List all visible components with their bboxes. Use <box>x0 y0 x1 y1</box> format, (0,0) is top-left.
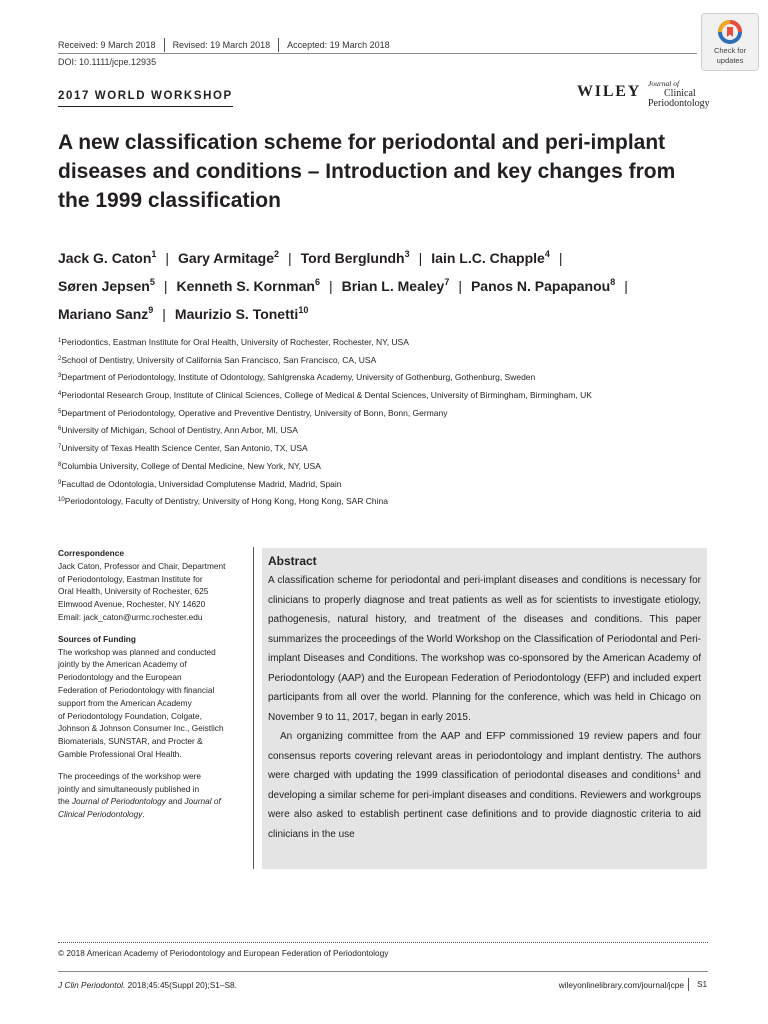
author-affiliation-number: 6 <box>314 277 320 287</box>
affiliation-item <box>58 369 592 387</box>
correspondence-heading: Correspondence <box>58 548 124 558</box>
funding-line: of Periodontology Foundation, Colgate, <box>58 710 202 721</box>
author-name[interactable]: Maurizio S. Tonetti <box>174 306 299 322</box>
funding-line: Gamble Professional Oral Health. <box>58 748 182 759</box>
column-divider <box>253 547 254 869</box>
affiliation-text: School of Dentistry, University of California San Francisco, San Francisco, CA, USA <box>61 354 377 365</box>
author-name[interactable]: Søren Jepsen <box>58 278 150 294</box>
article-title: A new classification scheme for periodontal and peri-implant diseases and conditions – Introduction and key changes from the 1999 classification <box>58 131 676 212</box>
header-rule <box>58 53 697 54</box>
sidebar-notes <box>58 547 244 821</box>
author-affiliation-number: 4 <box>544 249 550 259</box>
abstract-paragraph: A classification scheme for periodontal and peri-implant diseases and conditions is necessary for clinicians to properly diagnose and treat patients as well as for scientists to investigate etiology, pathogenesis, natural history, and treatment of the diseases and conditions. This paper summarizes the proceedings of the World Workshop on the Classification of Periodontal and Peri-implant Diseases and Conditions. The workshop was co-sponsored by the American Academy of Periodontology (AAP) and the European Federation of Periodontology (EFP) and included expert participants from all over the world. Planning for the conference, which was held in Chicago on November 9 to 11, 2017, began in early 2015. <box>268 575 701 723</box>
funding-line: Federation of Periodontology with financial <box>58 684 215 695</box>
revised-date: Revised: 19 March 2018 <box>164 38 279 52</box>
author-separator: | <box>558 250 563 266</box>
journal-logo-line3: Periodontology <box>648 98 710 109</box>
funding-line: Johnson & Johnson Consumer Inc., Geistlich <box>58 723 224 734</box>
author-affiliation-number: 2 <box>274 249 280 259</box>
proceedings-text: the <box>58 796 72 807</box>
abstract-heading: Abstract <box>268 554 317 568</box>
abstract-box <box>262 548 707 869</box>
funding-line: The workshop was planned and conducted <box>58 646 216 657</box>
affiliation-number: 1 <box>58 338 62 344</box>
author-name[interactable]: Brian L. Mealey <box>341 278 445 294</box>
check-for-updates-button[interactable] <box>701 13 759 71</box>
affiliation-item <box>58 440 592 458</box>
abstract-text: An organizing committee from the AAP and EFP commissioned 19 review papers and four consensus reports covering relevant areas in periodontology and implant dentistry. The authors were charged with updating the 1999 classification of periodontal diseases and conditions <box>268 731 701 781</box>
page-number: S1 <box>688 978 707 991</box>
author-affiliation-number: 10 <box>298 305 309 315</box>
correspondence-line: Jack Caton, Professor and Chair, Department <box>58 560 226 571</box>
author-separator: | <box>288 250 292 266</box>
journal-name: Journal of Periodontology <box>71 796 166 807</box>
affiliation-item <box>58 405 592 423</box>
affiliation-item <box>58 493 592 511</box>
received-date: Received: 9 March 2018 <box>58 40 156 50</box>
publisher-logo: WILEY <box>577 83 642 100</box>
affiliation-number: 6 <box>58 426 62 433</box>
author-separator: | <box>162 306 166 322</box>
footer-rule <box>58 971 708 972</box>
proceedings-line <box>58 795 244 808</box>
reference-citation[interactable]: 1 <box>676 769 681 776</box>
proceedings-text: and <box>165 796 185 807</box>
affiliation-text: University of Texas Health Science Center, San Antonio, TX, USA <box>61 443 308 454</box>
affiliation-text: University of Michigan, School of Dentistry, Ann Arbor, MI, USA <box>61 425 298 436</box>
author-list <box>58 244 708 328</box>
author-separator: | <box>163 278 168 294</box>
affiliation-number: 8 <box>58 461 62 468</box>
affiliation-item <box>58 476 592 494</box>
affiliation-number: 7 <box>58 444 62 451</box>
citation-journal: J Clin Periodontol. <box>58 980 126 990</box>
affiliation-item <box>58 458 592 476</box>
author-line <box>58 272 708 300</box>
funding-line: Periodontology and the European <box>58 672 182 683</box>
author-separator: | <box>165 250 170 266</box>
journal-logo <box>648 79 710 109</box>
correspondence-line: Oral Health, University of Rochester, 625 <box>58 586 209 597</box>
copyright-notice: © 2018 American Academy of Periodontology and European Federation of Periodontology <box>58 948 389 958</box>
funding-line: support from the American Academy <box>58 697 192 708</box>
author-affiliation-number: 5 <box>149 277 155 287</box>
correspondence-line: of Periodontology, Eastman Institute for <box>58 573 203 584</box>
author-name[interactable]: Tord Berglundh <box>300 250 405 266</box>
correspondence-email[interactable]: Email: jack_caton@urmc.rochester.edu <box>58 611 203 622</box>
affiliation-number: 10 <box>58 497 65 504</box>
affiliation-text: Columbia University, College of Dental Medicine, New York, NY, USA <box>61 460 321 471</box>
accepted-date: Accepted: 19 March 2018 <box>278 38 398 52</box>
affiliation-number: 2 <box>58 355 62 362</box>
abstract-text: and developing a similar scheme for peri-implant diseases and conditions. Reviewers and workgroups were also asked to establish pertinent case definitions and to provide diagnostic criteria to aid clinicians in the use <box>268 770 701 840</box>
citation-details: 2018;45:45(Suppl 20);S1–S8. <box>125 980 237 990</box>
affiliation-text: Periodontal Research Group, Institute of Clinical Sciences, College of Medical & Dental Sciences, University of Birmingham, Birmingham, UK <box>61 390 592 401</box>
author-separator: | <box>328 278 333 294</box>
proceedings-line: The proceedings of the workshop were <box>58 770 201 781</box>
check-for-updates-icon <box>717 19 743 45</box>
author-separator: | <box>458 278 462 294</box>
section-label: 2017 WORLD WORKSHOP <box>58 90 233 107</box>
author-line <box>58 300 708 328</box>
affiliation-text: Periodontology, Faculty of Dentistry, University of Hong Kong, Hong Kong, SAR China <box>64 496 389 507</box>
affiliation-item <box>58 352 592 370</box>
affiliation-number: 5 <box>58 408 62 415</box>
funding-line: Biomaterials, SUNSTAR, and Procter & <box>58 736 203 747</box>
proceedings-line <box>58 808 244 821</box>
author-separator: | <box>418 250 423 266</box>
abstract-paragraph <box>268 727 701 844</box>
correspondence-line: Elmwood Avenue, Rochester, NY 14620 <box>58 599 206 610</box>
affiliation-text: Department of Periodontology, Institute of Odontology, Sahlgrenska Academy, University of Gothenburg, Gothenburg, Sweden <box>61 372 536 383</box>
doi-link[interactable]: DOI: 10.1111/jcpe.12935 <box>58 57 157 67</box>
affiliation-number: 9 <box>58 479 62 486</box>
affiliation-list <box>58 334 592 511</box>
affiliation-number: 3 <box>58 373 62 380</box>
author-affiliation-number: 7 <box>444 277 450 287</box>
affiliation-text: Periodontics, Eastman Institute for Oral Health, University of Rochester, Rochester, NY, USA <box>61 337 409 347</box>
journal-logo-line2: Clinical <box>664 88 696 99</box>
affiliation-text: Department of Periodontology, Operative and Preventive Dentistry, University of Bonn, Bonn, Germany <box>61 407 448 418</box>
author-separator: | <box>624 278 628 294</box>
funding-heading: Sources of Funding <box>58 633 136 644</box>
article-dates <box>58 38 398 52</box>
footer-dotted-rule <box>58 942 708 943</box>
author-affiliation-number: 8 <box>610 277 616 287</box>
author-name[interactable]: Iain L.C. Chapple <box>431 250 545 266</box>
journal-logo-line1: Journal of <box>648 79 680 88</box>
check-for-updates-line2: updates <box>716 56 744 65</box>
journal-url-link[interactable]: wileyonlinelibrary.com/journal/jcpe <box>558 980 684 990</box>
spacer <box>58 624 244 633</box>
journal-name: Clinical Periodontology <box>58 809 143 820</box>
author-name[interactable]: Jack G. Caton <box>58 250 152 266</box>
affiliation-item <box>58 422 592 440</box>
author-line <box>58 244 708 272</box>
citation-line <box>58 980 237 990</box>
funding-line: jointly by the American Academy of <box>58 659 187 670</box>
affiliation-number: 4 <box>58 391 62 398</box>
proceedings-line: jointly and simultaneously published in <box>58 783 200 794</box>
author-name[interactable]: Mariano Sanz <box>58 306 149 322</box>
author-name[interactable]: Panos N. Papapanou <box>470 278 611 294</box>
spacer <box>58 761 244 770</box>
proceedings-text: . <box>142 809 145 820</box>
author-affiliation-number: 9 <box>148 305 154 315</box>
affiliation-item <box>58 387 592 405</box>
journal-name: Journal of <box>184 796 221 807</box>
affiliation-text: Facultad de Odontologia, Universidad Complutense Madrid, Madrid, Spain <box>61 478 342 489</box>
affiliation-item <box>58 334 592 352</box>
author-name[interactable]: Gary Armitage <box>178 250 274 266</box>
author-name[interactable]: Kenneth S. Kornman <box>176 278 315 294</box>
check-for-updates-line1: Check for <box>713 46 747 55</box>
author-affiliation-number: 1 <box>151 249 157 259</box>
author-affiliation-number: 3 <box>404 249 410 259</box>
